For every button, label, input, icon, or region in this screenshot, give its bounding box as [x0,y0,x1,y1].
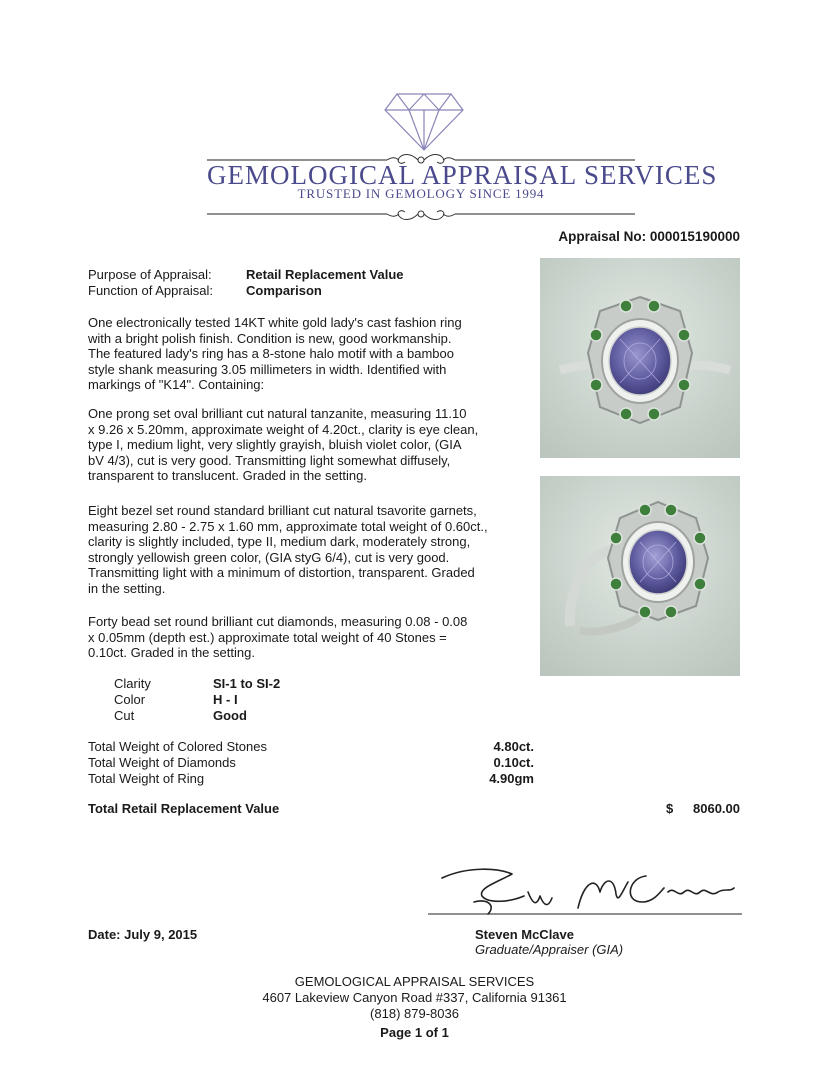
appraisal-number: Appraisal No: 000015190000 [558,229,740,244]
clarity-value: SI-1 to SI-2 [213,676,281,691]
function-value: Comparison [246,283,322,298]
appraisal-date: Date: July 9, 2015 [88,927,198,942]
color-label: Color [114,692,146,707]
description-tsavorite [88,503,508,597]
footer-company: GEMOLOGICAL APPRAISAL SERVICES [294,974,535,989]
description-line: style shank measuring 3.05 millimeters in width. Identified with [88,361,447,377]
footer-address: 4607 Lakeview Canyon Road #337, California 91361 [262,990,567,1005]
total-diamonds-value: 0.10ct. [493,755,534,770]
color-value: H - I [213,692,238,707]
description-line: x 9.26 x 5.20mm, approximate weight of 4.20ct., clarity is eye clean, [88,421,479,437]
description-tanzanite [88,406,508,484]
function-label: Function of Appraisal: [88,283,214,298]
total-diamonds-label: Total Weight of Diamonds [88,755,236,770]
purpose-value: Retail Replacement Value [246,267,404,282]
description-line: x 0.05mm (depth est.) approximate total weight of 40 Stones = [88,629,447,645]
company-title: GEMOLOGICAL APPRAISAL SERVICES [207,160,718,190]
purpose-label: Purpose of Appraisal: [88,267,212,282]
cut-value: Good [213,708,247,723]
description-line: measuring 2.80 - 2.75 x 1.60 mm, approximate total weight of 0.60ct., [88,518,488,534]
signer-title: Graduate/Appraiser (GIA) [475,942,624,957]
description-line: The featured lady's ring has a 8-stone halo motif with a bamboo [88,346,454,362]
company-tagline: TRUSTED IN GEMOLOGY SINCE 1994 [297,186,545,201]
description-ring [88,315,508,393]
description-line: transparent to translucent. Graded in the setting. [88,468,367,484]
description-diamonds [88,614,508,661]
description-line: with a bright polish finish. Condition is new, good workmanship. [88,330,452,346]
description-line: bV 4/3), cut is very good. Transmitting light somewhat diffusely, [88,452,451,468]
total-ring-weight-label: Total Weight of Ring [88,771,205,786]
description-line: markings of "K14". Containing: [88,377,265,393]
description-line: in the setting. [88,580,166,596]
description-line: 0.10ct. Graded in the setting. [88,645,255,661]
description-line: type I, medium light, very slightly grayish, bluish violet color, (GIA [88,437,462,453]
signer-name: Steven McClave [475,927,574,942]
signature [428,862,742,924]
cut-label: Cut [114,708,135,723]
ring-photo-front [540,258,740,458]
total-colored-stones-value: 4.80ct. [493,739,534,754]
total-retail-value: 8060.00 [693,801,740,816]
scroll-ornament-icon [207,207,635,221]
clarity-label: Clarity [114,676,151,691]
total-colored-stones-label: Total Weight of Colored Stones [88,739,267,754]
description-line: Eight bezel set round standard brilliant cut natural tsavorite garnets, [88,503,477,518]
total-retail-currency: $ [666,801,674,816]
total-retail-label: Total Retail Replacement Value [88,801,280,816]
description-line: Forty bead set round brilliant cut diamonds, measuring 0.08 - 0.08 [88,614,468,629]
total-ring-weight-value: 4.90gm [489,771,534,786]
description-line: clarity is slightly included, type II, medium dark, moderately strong, [88,534,471,550]
description-line: strongly yellowish green color, (GIA styG 6/4), cut is very good. [88,549,450,565]
page-number: Page 1 of 1 [380,1025,449,1040]
description-line: Transmitting light with a minimum of distortion, transparent. Graded [88,565,475,581]
description-line: One prong set oval brilliant cut natural tanzanite, measuring 11.10 [88,406,467,421]
diamond-icon [383,90,465,152]
description-line: One electronically tested 14KT white gold lady's cast fashion ring [88,315,462,330]
footer-phone: (818) 879-8036 [370,1006,459,1021]
ring-photo-angle [540,476,740,676]
